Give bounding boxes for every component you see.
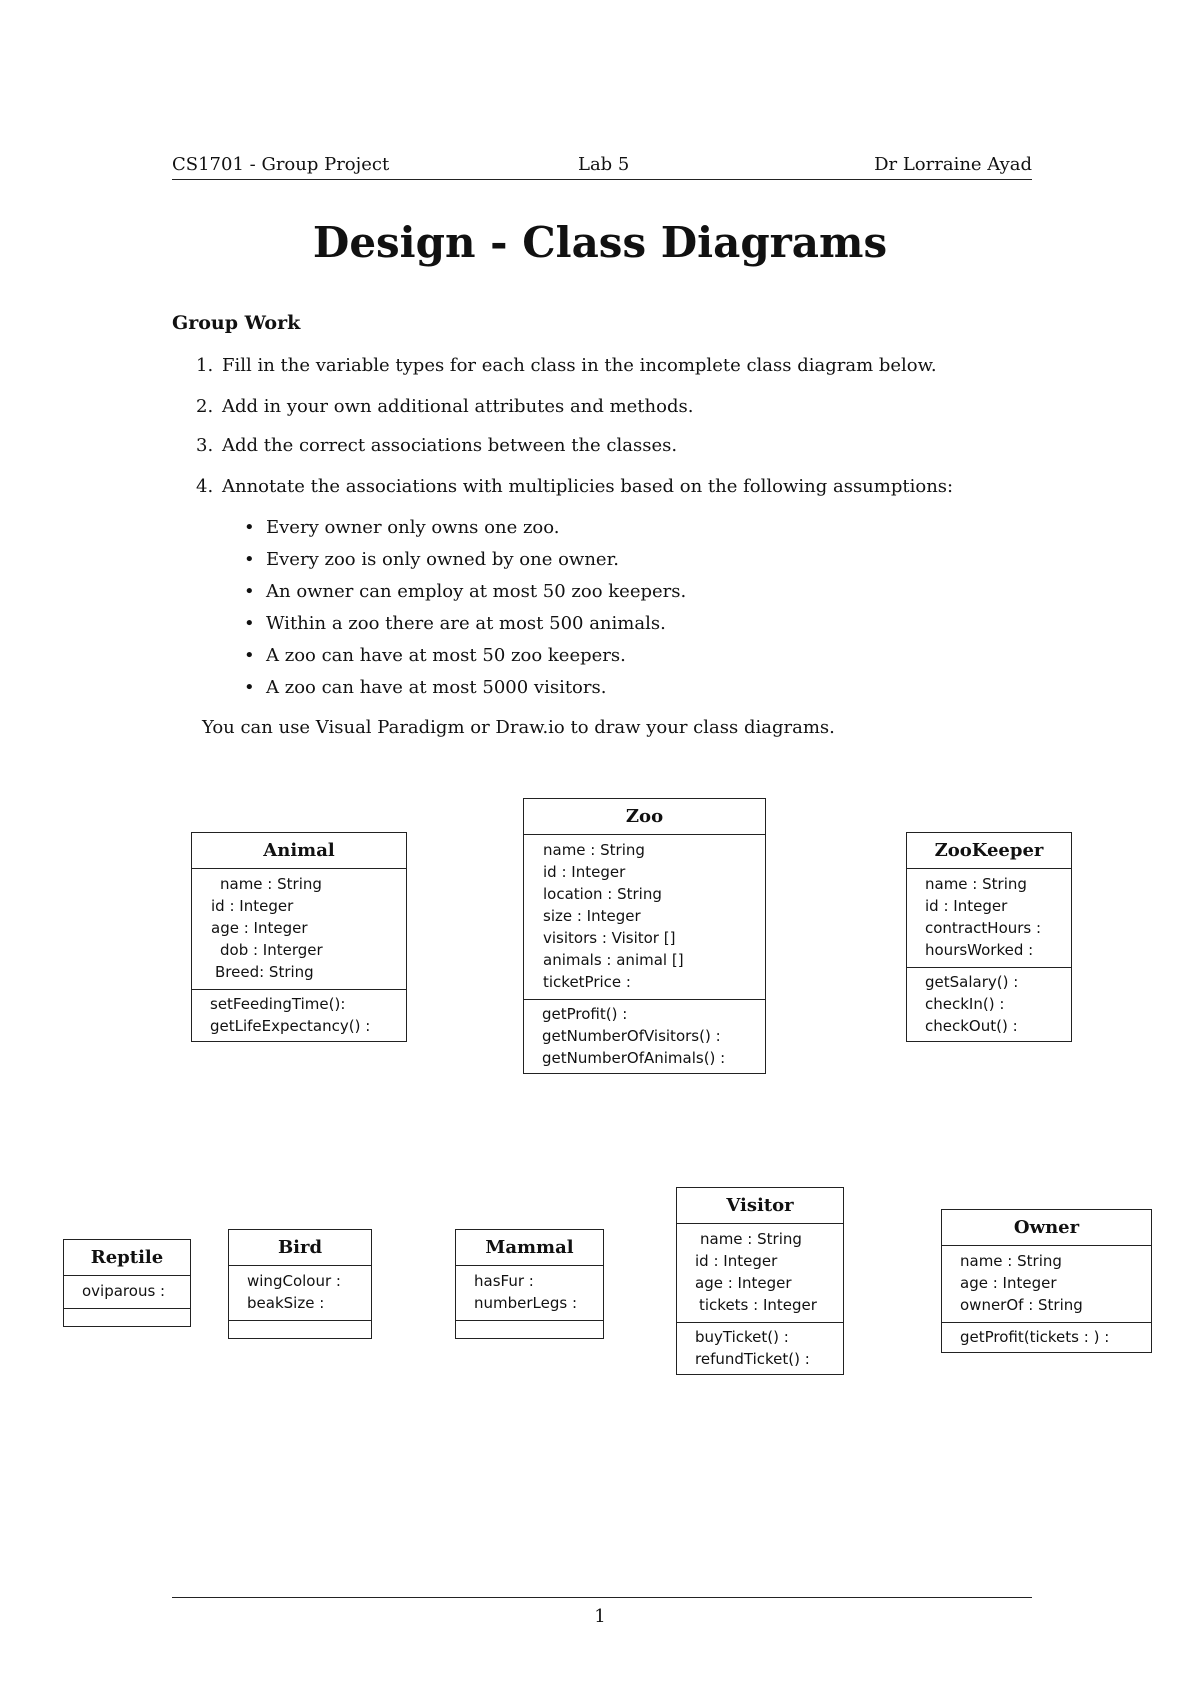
attribute: name : String	[960, 1252, 1062, 1270]
attribute: tickets : Integer	[699, 1296, 817, 1314]
bullet-icon: •	[244, 549, 255, 570]
class-name: Visitor	[677, 1188, 843, 1224]
class-animal	[191, 832, 407, 1042]
assumption-item: • Every owner only owns one zoo.	[244, 517, 560, 538]
step-item: 3. Add the correct associations between the classes.	[196, 435, 678, 456]
page-number: 1	[594, 1606, 606, 1627]
step-item: 2. Add in your own additional attributes and methods.	[196, 396, 694, 417]
attribute: oviparous :	[82, 1282, 166, 1300]
header-lab: Lab 5	[578, 154, 630, 175]
attribute: id : Integer	[695, 1252, 778, 1270]
attribute: location : String	[543, 885, 662, 903]
class-methods	[229, 1321, 371, 1338]
attribute: id : Integer	[211, 897, 294, 915]
class-bird	[228, 1229, 372, 1339]
class-attributes	[456, 1266, 603, 1321]
method: checkIn() :	[925, 995, 1005, 1013]
class-zookeeper	[906, 832, 1072, 1042]
tool-note: You can use Visual Paradigm or Draw.io to draw your class diagrams.	[202, 717, 835, 738]
assumption-item: • A zoo can have at most 50 zoo keepers.	[244, 645, 626, 666]
bullet-icon: •	[244, 645, 255, 666]
page-header	[172, 153, 1032, 180]
attribute: Breed: String	[215, 963, 314, 981]
assumption-item: • A zoo can have at most 5000 visitors.	[244, 677, 607, 698]
class-mammal	[455, 1229, 604, 1339]
attribute: animals : animal []	[543, 951, 684, 969]
bullet-icon: •	[244, 581, 255, 602]
attribute: visitors : Visitor []	[543, 929, 676, 947]
class-methods	[64, 1309, 190, 1326]
attribute: hasFur :	[474, 1272, 534, 1290]
method: getNumberOfAnimals() :	[542, 1049, 726, 1067]
attribute: beakSize :	[247, 1294, 325, 1312]
bullet-icon: •	[244, 517, 255, 538]
class-attributes	[524, 835, 765, 1000]
attribute: ownerOf : String	[960, 1296, 1083, 1314]
attribute: name : String	[543, 841, 645, 859]
attribute: name : String	[700, 1230, 802, 1248]
footer-divider	[172, 1597, 1032, 1598]
method: getLifeExpectancy() :	[210, 1017, 371, 1035]
class-name: Mammal	[456, 1230, 603, 1266]
class-name: Bird	[229, 1230, 371, 1266]
step-item: 4. Annotate the associations with multiplicies based on the following assumptions:	[196, 476, 954, 497]
attribute: hoursWorked :	[925, 941, 1034, 959]
class-name: Owner	[942, 1210, 1151, 1246]
attribute: wingColour :	[247, 1272, 341, 1290]
method: getNumberOfVisitors() :	[542, 1027, 721, 1045]
class-attributes	[677, 1224, 843, 1323]
attribute: id : Integer	[925, 897, 1008, 915]
class-name: ZooKeeper	[907, 833, 1071, 869]
attribute: size : Integer	[543, 907, 641, 925]
bullet-icon: •	[244, 677, 255, 698]
attribute: ticketPrice :	[543, 973, 631, 991]
assumption-item: • An owner can employ at most 50 zoo keepers.	[244, 581, 687, 602]
class-methods	[942, 1323, 1151, 1352]
class-reptile	[63, 1239, 191, 1327]
section-title: Group Work	[172, 312, 301, 334]
assumption-item: • Every zoo is only owned by one owner.	[244, 549, 619, 570]
class-name: Animal	[192, 833, 406, 869]
class-methods	[907, 968, 1071, 1041]
class-methods	[524, 1000, 765, 1073]
method: setFeedingTime():	[210, 995, 346, 1013]
attribute: numberLegs :	[474, 1294, 578, 1312]
class-name: Reptile	[64, 1240, 190, 1276]
step-item: 1. Fill in the variable types for each class in the incomplete class diagram below.	[196, 355, 937, 376]
attribute: name : String	[220, 875, 322, 893]
attribute: contractHours :	[925, 919, 1042, 937]
attribute: age : Integer	[695, 1274, 792, 1292]
class-methods	[192, 990, 406, 1041]
method: checkOut() :	[925, 1017, 1018, 1035]
assumption-item: • Within a zoo there are at most 500 animals.	[244, 613, 666, 634]
attribute: age : Integer	[211, 919, 308, 937]
attribute: dob : Interger	[220, 941, 323, 959]
class-attributes	[192, 869, 406, 990]
class-methods	[677, 1323, 843, 1374]
attribute: age : Integer	[960, 1274, 1057, 1292]
class-name: Zoo	[524, 799, 765, 835]
class-methods	[456, 1321, 603, 1338]
method: getProfit() :	[542, 1005, 628, 1023]
attribute: name : String	[925, 875, 1027, 893]
method: getSalary() :	[925, 973, 1019, 991]
page-title: Design - Class Diagrams	[312, 218, 888, 267]
header-course: CS1701 - Group Project	[172, 154, 390, 175]
class-owner	[941, 1209, 1152, 1353]
header-author: Dr Lorraine Ayad	[874, 154, 1032, 175]
bullet-icon: •	[244, 613, 255, 634]
class-attributes	[64, 1276, 190, 1309]
class-visitor	[676, 1187, 844, 1375]
method: getProfit(tickets : ) :	[960, 1328, 1110, 1346]
method: buyTicket() :	[695, 1328, 789, 1346]
class-attributes	[229, 1266, 371, 1321]
class-attributes	[907, 869, 1071, 968]
method: refundTicket() :	[695, 1350, 810, 1368]
class-zoo	[523, 798, 766, 1074]
attribute: id : Integer	[543, 863, 626, 881]
class-attributes	[942, 1246, 1151, 1323]
